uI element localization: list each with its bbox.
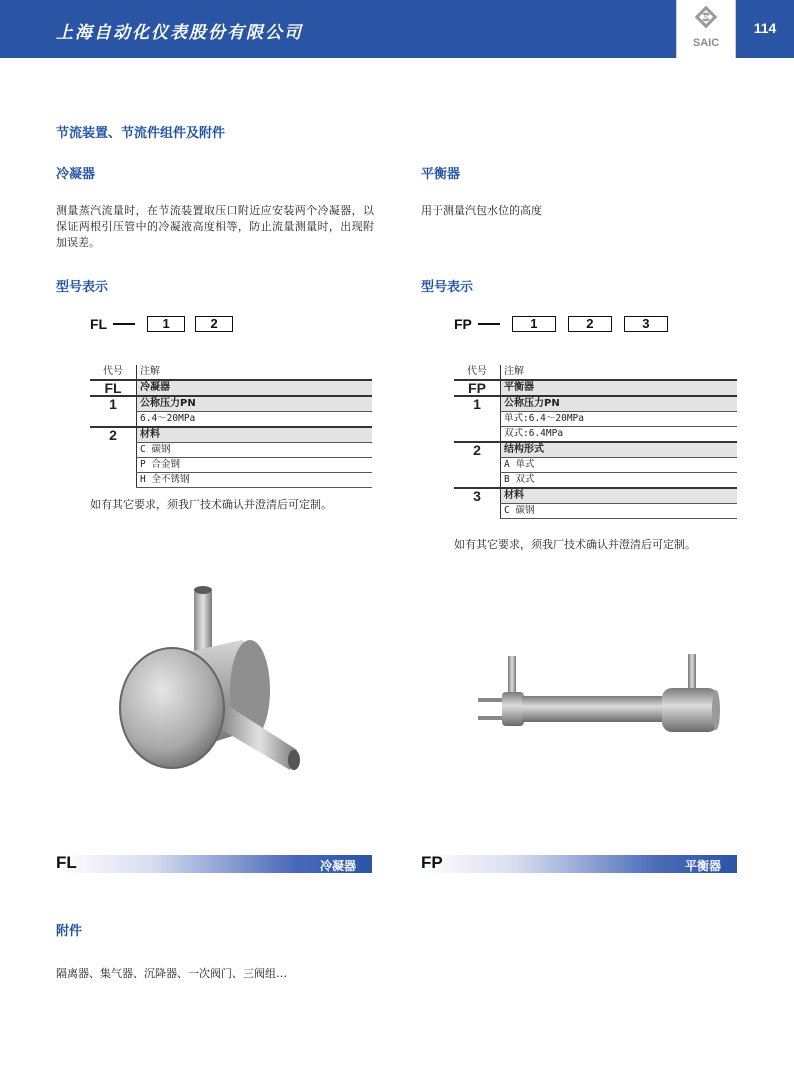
accessories-list: 隔离器、集气器、沉降器、一次阀门、三阀组… [56,967,287,980]
row-code [90,443,137,458]
condenser-model-code [90,316,243,332]
condenser-footnote: 如有其它要求，须我厂技术确认并澄清后可定制。 [90,498,332,511]
table-row [454,488,737,504]
table-row [454,427,737,443]
balancer-photo [476,650,726,740]
row-code [90,458,137,473]
section-title: 节流装置、节流件组件及附件 [56,126,226,141]
row-note: C 碳钢 [501,504,738,519]
model-box-3: 3 [624,316,668,332]
table-row [454,412,737,427]
model-box-1: 1 [512,316,556,332]
model-dash [113,323,135,325]
table-row [90,427,372,443]
row-note: 双式:6.4MPa [501,427,738,443]
table-row [90,473,372,488]
company-logo [676,0,736,58]
row-note: 单式:6.4～20MPa [501,412,738,427]
table-row [454,458,737,473]
row-note: 冷凝器 [137,380,373,396]
header-code: 代号 [90,365,137,380]
table-row [454,442,737,458]
row-code: FL [90,380,137,396]
row-code [454,473,501,489]
row-note: 材料 [137,427,373,443]
balancer-model-heading: 型号表示 [421,280,474,295]
row-note: 结构形式 [501,442,738,458]
condenser-photo [112,580,312,780]
row-note: 平衡器 [501,380,738,396]
model-box-1: 1 [147,316,185,332]
row-note: 公称压力PN [501,396,738,412]
row-code [454,504,501,519]
balancer-description: 用于测量汽包水位的高度 [421,204,542,217]
table-row [454,504,737,519]
row-note: 公称压力PN [137,396,373,412]
balancer-footnote: 如有其它要求，须我厂技术确认并澄清后可定制。 [454,538,696,551]
table-row [454,473,737,489]
balancer-model-code [454,316,678,332]
table-row [90,443,372,458]
row-code: 2 [454,442,501,458]
row-note: A 单式 [501,458,738,473]
row-note: P 合金钢 [137,458,373,473]
model-prefix: FP [454,316,472,332]
balancer-caption-band [421,855,737,873]
model-prefix: FL [90,316,108,332]
accessories-title: 附件 [56,924,83,939]
header-note: 注解 [137,365,373,380]
table-row [90,380,372,396]
caption-code: FP [421,853,443,872]
row-note: C 碳钢 [137,443,373,458]
logo-text: SAIC [692,37,720,49]
row-code [90,412,137,428]
table-row [454,380,737,396]
caption-name: 平衡器 [684,859,721,873]
table-header-row [90,365,372,380]
condenser-description: 测量蒸汽流量时，在节流装置取压口附近应安装两个冷凝器，以保证两根引压管中的冷凝液高度相等，防止流量测量时，出现附加误差。 [56,204,374,249]
row-note: H 全不锈钢 [137,473,373,488]
row-code [454,427,501,443]
table-row [454,396,737,412]
row-note: 6.4～20MPa [137,412,373,428]
row-code [454,412,501,427]
header-note: 注解 [501,365,738,380]
table-row [90,458,372,473]
balancer-code-table [454,365,737,519]
table-row [90,396,372,412]
company-name: 上海自动化仪表股份有限公司 [56,23,303,43]
model-box-2: 2 [568,316,612,332]
row-code: FP [454,380,501,396]
condenser-code-table [90,365,372,488]
row-code [90,473,137,488]
condenser-model-heading: 型号表示 [56,280,109,295]
model-dash [478,323,500,325]
condenser-caption-band [56,855,372,873]
row-code: 1 [454,396,501,412]
header-code: 代号 [454,365,501,380]
balancer-title: 平衡器 [421,167,461,182]
row-code [454,458,501,473]
saic-logo-icon [691,6,721,36]
caption-code: FL [56,853,77,872]
row-note: 材料 [501,488,738,504]
page-number: 114 [753,20,777,36]
caption-name: 冷凝器 [319,859,356,873]
table-row [90,412,372,428]
row-code: 1 [90,396,137,412]
page-header [0,0,794,58]
row-code: 2 [90,427,137,443]
table-header-row [454,365,737,380]
model-box-2: 2 [195,316,233,332]
row-code: 3 [454,488,501,504]
condenser-title: 冷凝器 [56,167,96,182]
row-note: B 双式 [501,473,738,489]
